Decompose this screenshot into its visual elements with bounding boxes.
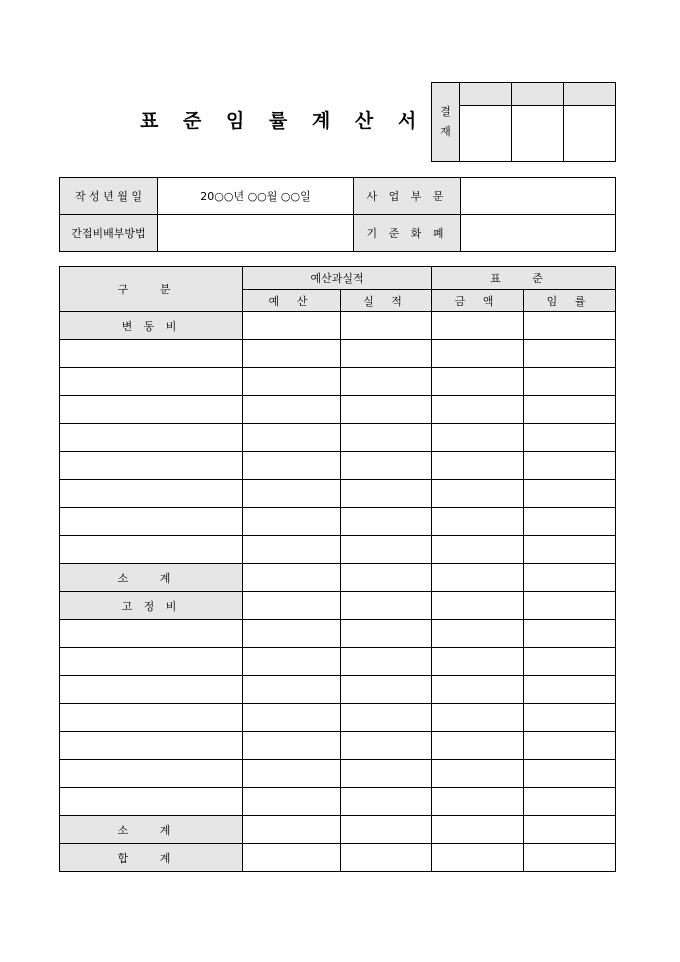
table-row (60, 340, 616, 368)
cell[interactable] (243, 592, 341, 620)
cell[interactable] (341, 340, 432, 368)
cell[interactable] (432, 312, 524, 340)
cell[interactable] (524, 508, 616, 536)
table-row (60, 508, 616, 536)
cell[interactable] (432, 592, 524, 620)
header-amount: 금 액 (432, 290, 524, 312)
cell[interactable] (432, 844, 524, 872)
approval-sign-3[interactable] (564, 106, 616, 162)
cell[interactable] (243, 732, 341, 760)
cell[interactable] (60, 732, 243, 760)
method-label: 간접비배부방법 (60, 215, 158, 252)
cell[interactable] (60, 424, 243, 452)
cell[interactable] (432, 340, 524, 368)
section-row-fixed (60, 592, 616, 620)
cell[interactable] (524, 340, 616, 368)
cell[interactable] (60, 620, 243, 648)
cell[interactable] (524, 424, 616, 452)
cell[interactable] (432, 480, 524, 508)
cell[interactable] (524, 648, 616, 676)
cell[interactable] (60, 396, 243, 424)
cell[interactable] (524, 816, 616, 844)
table-row (60, 368, 616, 396)
cell[interactable] (60, 508, 243, 536)
cell[interactable] (243, 788, 341, 816)
cell[interactable] (60, 340, 243, 368)
currency-value[interactable] (461, 215, 616, 252)
total-row (60, 844, 616, 872)
date-value[interactable]: 20○○년 ○○월 ○○일 (158, 178, 354, 215)
cell[interactable] (243, 340, 341, 368)
cell[interactable] (341, 368, 432, 396)
section-row-variable (60, 312, 616, 340)
header-actual: 실 적 (341, 290, 432, 312)
cell[interactable] (432, 788, 524, 816)
currency-label: 기 준 화 폐 (354, 215, 461, 252)
cell[interactable] (432, 676, 524, 704)
header-category: 구 분 (60, 267, 243, 312)
table-row (60, 732, 616, 760)
cell[interactable] (432, 536, 524, 564)
cell[interactable] (243, 760, 341, 788)
approval-label-bottom: 재 (440, 125, 451, 138)
cell[interactable] (524, 704, 616, 732)
date-label: 작 성 년 월 일 (60, 178, 158, 215)
header-rate: 임 률 (524, 290, 616, 312)
cell[interactable] (341, 424, 432, 452)
cell[interactable] (341, 452, 432, 480)
cell[interactable] (524, 564, 616, 592)
cell[interactable] (524, 844, 616, 872)
cell[interactable] (524, 536, 616, 564)
cell[interactable] (524, 592, 616, 620)
cell[interactable] (341, 788, 432, 816)
table-row (60, 788, 616, 816)
table-row (60, 760, 616, 788)
table-row (60, 704, 616, 732)
table-row (60, 424, 616, 452)
cell[interactable] (243, 620, 341, 648)
cell[interactable] (432, 396, 524, 424)
cell[interactable] (432, 760, 524, 788)
cell[interactable] (432, 620, 524, 648)
cell[interactable] (432, 368, 524, 396)
total-label: 합 계 (60, 844, 243, 872)
document-title: 표 준 임 률 계 산 서 (140, 110, 426, 132)
approval-label-top: 결 (440, 105, 451, 118)
cell[interactable] (341, 312, 432, 340)
cell[interactable] (524, 396, 616, 424)
cell[interactable] (243, 480, 341, 508)
table-row (60, 396, 616, 424)
cell[interactable] (432, 564, 524, 592)
cell[interactable] (60, 704, 243, 732)
cell[interactable] (341, 620, 432, 648)
subtotal-label-1: 소 계 (60, 564, 243, 592)
approval-signer-title-3[interactable] (564, 83, 616, 106)
dept-value[interactable] (461, 178, 616, 215)
cell[interactable] (243, 368, 341, 396)
cell[interactable] (341, 732, 432, 760)
cell[interactable] (524, 676, 616, 704)
cell[interactable] (243, 564, 341, 592)
cell[interactable] (341, 592, 432, 620)
cell[interactable] (341, 676, 432, 704)
cell[interactable] (341, 564, 432, 592)
approval-signer-title-1[interactable] (460, 83, 512, 106)
cell[interactable] (60, 480, 243, 508)
table-row (60, 452, 616, 480)
cell[interactable] (432, 648, 524, 676)
approval-box (431, 82, 616, 162)
cell[interactable] (524, 452, 616, 480)
subtotal-row-fixed (60, 816, 616, 844)
cell[interactable] (341, 536, 432, 564)
dept-label: 사 업 부 문 (354, 178, 461, 215)
cell[interactable] (341, 508, 432, 536)
cell[interactable] (524, 480, 616, 508)
approval-sign-2[interactable] (512, 106, 564, 162)
cell[interactable] (60, 452, 243, 480)
cell[interactable] (243, 648, 341, 676)
cell[interactable] (60, 536, 243, 564)
cell[interactable] (432, 424, 524, 452)
variable-cost-label: 변 동 비 (60, 312, 243, 340)
cell[interactable] (341, 648, 432, 676)
cell[interactable] (524, 732, 616, 760)
cell[interactable] (524, 620, 616, 648)
method-value[interactable] (158, 215, 354, 252)
cell[interactable] (60, 368, 243, 396)
table-row (60, 536, 616, 564)
cell[interactable] (243, 424, 341, 452)
cell[interactable] (243, 396, 341, 424)
cell[interactable] (341, 760, 432, 788)
approval-sign-1[interactable] (460, 106, 512, 162)
cell[interactable] (243, 536, 341, 564)
header-standard-group: 표 준 (432, 267, 616, 290)
cell[interactable] (341, 844, 432, 872)
calculation-table (59, 266, 616, 872)
cell[interactable] (243, 844, 341, 872)
table-row (60, 480, 616, 508)
cell[interactable] (243, 452, 341, 480)
cell[interactable] (243, 816, 341, 844)
table-row (60, 676, 616, 704)
cell[interactable] (432, 816, 524, 844)
cell[interactable] (60, 788, 243, 816)
cell[interactable] (341, 704, 432, 732)
cell[interactable] (341, 480, 432, 508)
table-row (60, 620, 616, 648)
cell[interactable] (524, 760, 616, 788)
table-row (60, 648, 616, 676)
fixed-cost-label: 고 정 비 (60, 592, 243, 620)
cell[interactable] (432, 704, 524, 732)
cell[interactable] (243, 312, 341, 340)
cell[interactable] (243, 704, 341, 732)
cell[interactable] (60, 760, 243, 788)
cell[interactable] (524, 368, 616, 396)
header-budget-group: 예산과실적 (243, 267, 432, 290)
info-table (59, 177, 616, 252)
subtotal-row-variable (60, 564, 616, 592)
cell[interactable] (60, 676, 243, 704)
cell[interactable] (524, 788, 616, 816)
cell[interactable] (341, 396, 432, 424)
approval-label (432, 83, 460, 162)
cell[interactable] (60, 648, 243, 676)
cell[interactable] (432, 452, 524, 480)
cell[interactable] (243, 676, 341, 704)
cell[interactable] (432, 508, 524, 536)
header-budget: 예 산 (243, 290, 341, 312)
cell[interactable] (243, 508, 341, 536)
cell[interactable] (341, 816, 432, 844)
cell[interactable] (524, 312, 616, 340)
cell[interactable] (432, 732, 524, 760)
subtotal-label-2: 소 계 (60, 816, 243, 844)
approval-signer-title-2[interactable] (512, 83, 564, 106)
